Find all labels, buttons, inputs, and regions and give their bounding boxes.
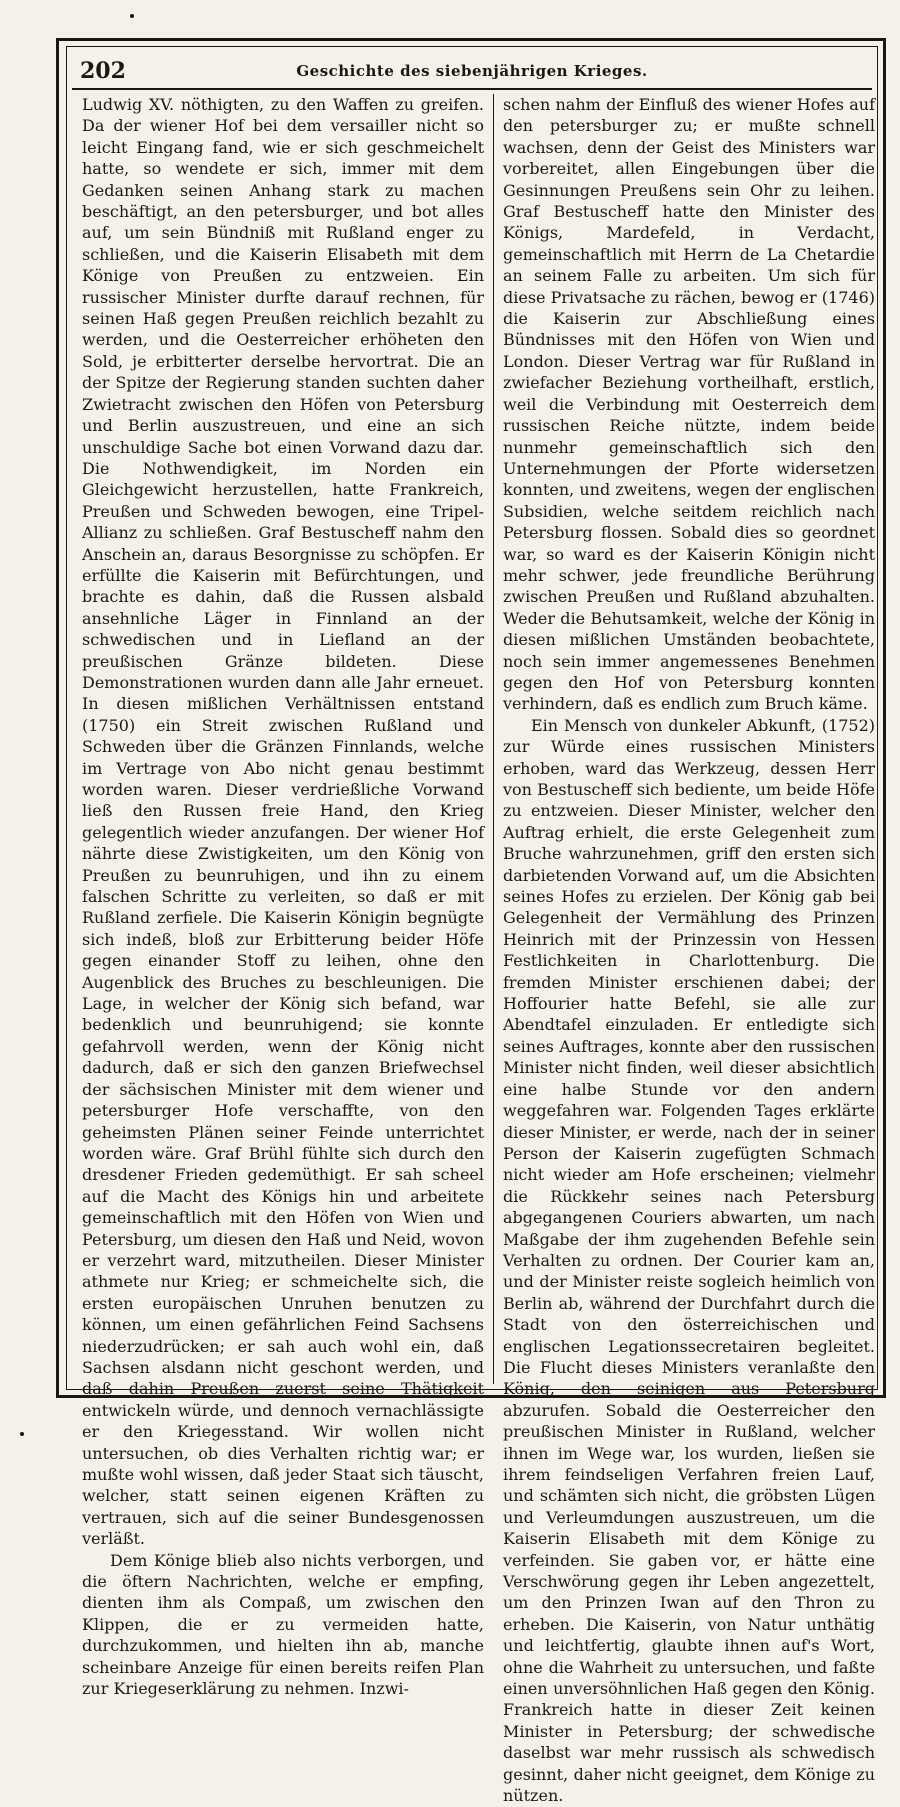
right-paragraph-1: schen nahm der Einfluß des wiener Hofes auf den petersburger zu; er mußte schnell wachsen, denn der Geist des Ministers war vorbereitet, allen Eingebungen über die Gesinnungen Preußens sein Ohr zu leihen. Graf Bestuscheff hatte den Minister des Königs, Mardefeld, in Verdacht, gemeinschaftlich mit Herrn de La Chetardie an seinem Falle zu arbeiten. Um sich für diese Privatsache zu rächen, bewog er (1746) die Kaiserin zur Abschließung eines Bündnisses mit den Höfen von Wien und London. Dieser Vertrag war für Rußland in zwiefacher Beziehung vortheilhaft, erstlich, weil die Verbindung mit Oesterreich dem russischen Reiche nützte, indem beide nunmehr gemeinschaftlich sich den Unternehmungen der Pforte widersetzen konnten, und zweitens, wegen der englischen Subsidien, welche seitdem reichlich nach Petersburg flossen. Sobald dies so geordnet war, so ward es der Kaiserin Königin nicht mehr schwer, jede freundliche Berührung zwischen Preußen und Rußland abzuhalten. Weder die Behutsamkeit, welche der König in diesen mißlichen Umständen beobachtete, noch sein immer angemessenes Benehmen gegen den Hof von Petersburg konnten verhindern, daß es endlich zum Bruch käme. bbox=[503, 95, 875, 714]
left-paragraph-1: Ludwig XV. nöthigten, zu den Waffen zu greifen. Da der wiener Hof bei dem versailler nicht so leicht Eingang fand, wie er sich geschmeichelt hatte, so wendete er sich, immer mit dem Gedanken seinen Anhang stark zu machen beschäftigt, an den petersburger, und bot alles auf, um sein Bündniß mit Rußland enger zu schließen, und die Kaiserin Elisabeth mit dem Könige von Preußen zu entzweien. Ein russischer Minister durfte darauf rechnen, für seinen Haß gegen Preußen reichlich bezahlt zu werden, und die Oesterreicher erhöheten den Sold, je erbitterter derselbe hervortrat. Die an der Spitze der Regierung standen suchten daher Zwietracht zwischen den Höfen von Petersburg und Berlin auszustreuen, und eine an sich unschuldige Sache bot einen Vorwand dazu dar. Die Nothwendigkeit, im Norden ein Gleichgewicht herzustellen, hatte Frankreich, Preußen und Schweden bewogen, eine Tripel-Allianz zu schließen. Graf Bestuscheff nahm den Anschein an, daraus Besorgnisse zu schöpfen. Er erfüllte die Kaiserin mit Befürchtungen, und brachte es dahin, daß die Russen alsbald ansehnliche Läger in Finnland an der schwedischen und in Liefland an der preußischen Gränze bildeten. Diese Demonstrationen wurden dann alle Jahr erneuet. In diesen mißlichen Verhältnissen entstand (1750) ein Streit zwischen Rußland und Schweden über die Gränzen Finnlands, welche im Vertrage von Abo nicht genau bestimmt worden waren. Dieser verdrießliche Vorwand ließ den Russen freie Hand, den Krieg gelegentlich wieder anzufangen. Der wiener Hof nährte diese Zwistigkeiten, um den König von Preußen zu beunruhigen, und ihn zu einem falschen Schritte zu verleiten, so daß er mit Rußland zerfiele. Die Kaiserin Königin begnügte sich indeß, bloß zur Erbitterung beider Höfe gegen einander Stoff zu leihen, ohne den Augenblick des Bruches zu beschleunigen. Die Lage, in welcher der König sich befand, war bedenklich und beunruhigend; sie konnte gefahrvoll werden, wenn der König nicht dadurch, daß er sich den ganzen Briefwechsel der sächsischen Minister mit dem wiener und petersburger Hofe verschaffte, von den geheimsten Plänen seiner Feinde unterrichtet worden wäre. Graf Brühl fühlte sich durch den dresdener Frieden gedemüthigt. Er sah scheel auf die Macht des Königs hin und arbeitete gemeinschaftlich mit den Höfen von Wien und Petersburg, um diesen den Haß und Neid, wovon er verzehrt ward, mitzutheilen. Dieser Minister athmete nur Krieg; er schmeichelte sich, die ersten europäischen Unruhen benutzen zu können, um einen gefährlichen Feind Sachsens niederzudrücken; er sah auch wohl ein, daß Sachsen alsdann nicht geschont werden, und daß dahin Preußen zuerst seine Thätigkeit entwickeln würde, und dennoch vernachlässigte er den Kriegesstand. Wir wollen nicht untersuchen, ob dies Verhalten richtig war; er mußte wohl wissen, daß jeder Staat sich täuscht, welcher, statt seinen eigenen Kräften zu vertrauen, sich auf die seiner Bundesgenossen verläßt. bbox=[82, 95, 484, 1549]
left-column bbox=[82, 94, 484, 1699]
right-column bbox=[503, 94, 875, 1806]
header-rule bbox=[72, 88, 872, 90]
page-number: 202 bbox=[80, 58, 126, 84]
running-title: Geschichte des siebenjährigen Krieges. bbox=[296, 62, 648, 80]
left-paragraph-2: Dem Könige blieb also nichts verborgen, und die öftern Nachrichten, welche er empfing, dienten ihm als Compaß, um zwischen den Klippen, die er zu vermeiden hatte, durchzukommen, und hielten ihn ab, manche scheinbare Anzeige für einen bereits reifen Plan zur Kriegeserklärung zu nehmen. Inzwi- bbox=[82, 1550, 484, 1699]
scan-speck bbox=[20, 1432, 24, 1436]
right-paragraph-2: Ein Mensch von dunkeler Abkunft, (1752) zur Würde eines russischen Ministers erhoben, ward das Werkzeug, dessen Herr von Bestuscheff sich bediente, um beide Höfe zu entzweien. Dieser Minister, welcher den Auftrag erhielt, die erste Gelegenheit zum Bruche wahrzunehmen, griff den ersten sich darbietenden Vorwand auf, um die Absichten seines Hofes zu erzielen. Der König gab bei Gelegenheit der Vermählung des Prinzen Heinrich mit der Prinzessin von Hessen Festlichkeiten in Charlottenburg. Die fremden Minister erschienen dabei; der Hoffourier hatte Befehl, sie alle zur Abendtafel einzuladen. Er entledigte sich seines Auftrages, konnte aber den russischen Minister nicht finden, weil dieser absichtlich eine halbe Stunde vor den andern weggefahren war. Folgenden Tages erklärte dieser Minister, er werde, nach der in seiner Person der Kaiserin zugefügten Schmach nicht wieder am Hofe erscheinen; vielmehr die Rückkehr seines nach Petersburg abgegangenen Couriers abwarten, um nach Maßgabe der ihm zugehenden Befehle sein Verhalten zu ordnen. Der Courier kam an, und der Minister reiste sogleich heimlich von Berlin ab, während der Durchfahrt durch die Stadt von den österreichischen und englischen Legationssecretairen begleitet. Die Flucht dieses Ministers veranlaßte den König, den seinigen aus Petersburg abzurufen. Sobald die Oesterreicher den preußischen Minister in Rußland, welcher ihnen im Wege war, los wurden, ließen sie ihrem feindseligen Verfahren freien Lauf, und schämten sich nicht, die gröbsten Lügen und Verleumdungen auszustreuen, um die Kaiserin Elisabeth mit dem Könige zu verfeinden. Sie gaben vor, er hätte eine Verschwörung gegen ihr Leben angezettelt, um den Prinzen Iwan auf den Thron zu erheben. Die Kaiserin, von Natur unthätig und leichtfertig, glaubte ihnen auf's Wort, ohne die Wahrheit zu untersuchen, und faßte einen unversöhnlichen Haß gegen den König. Frankreich hatte in dieser Zeit keinen Minister in Petersburg; der schwedische daselbst war mehr russisch als schwedisch gesinnt, daher nicht geeignet, dem Könige zu nützen. bbox=[503, 715, 875, 1806]
column-divider bbox=[493, 94, 494, 1384]
scan-speck bbox=[130, 14, 134, 18]
page-header bbox=[72, 56, 872, 86]
